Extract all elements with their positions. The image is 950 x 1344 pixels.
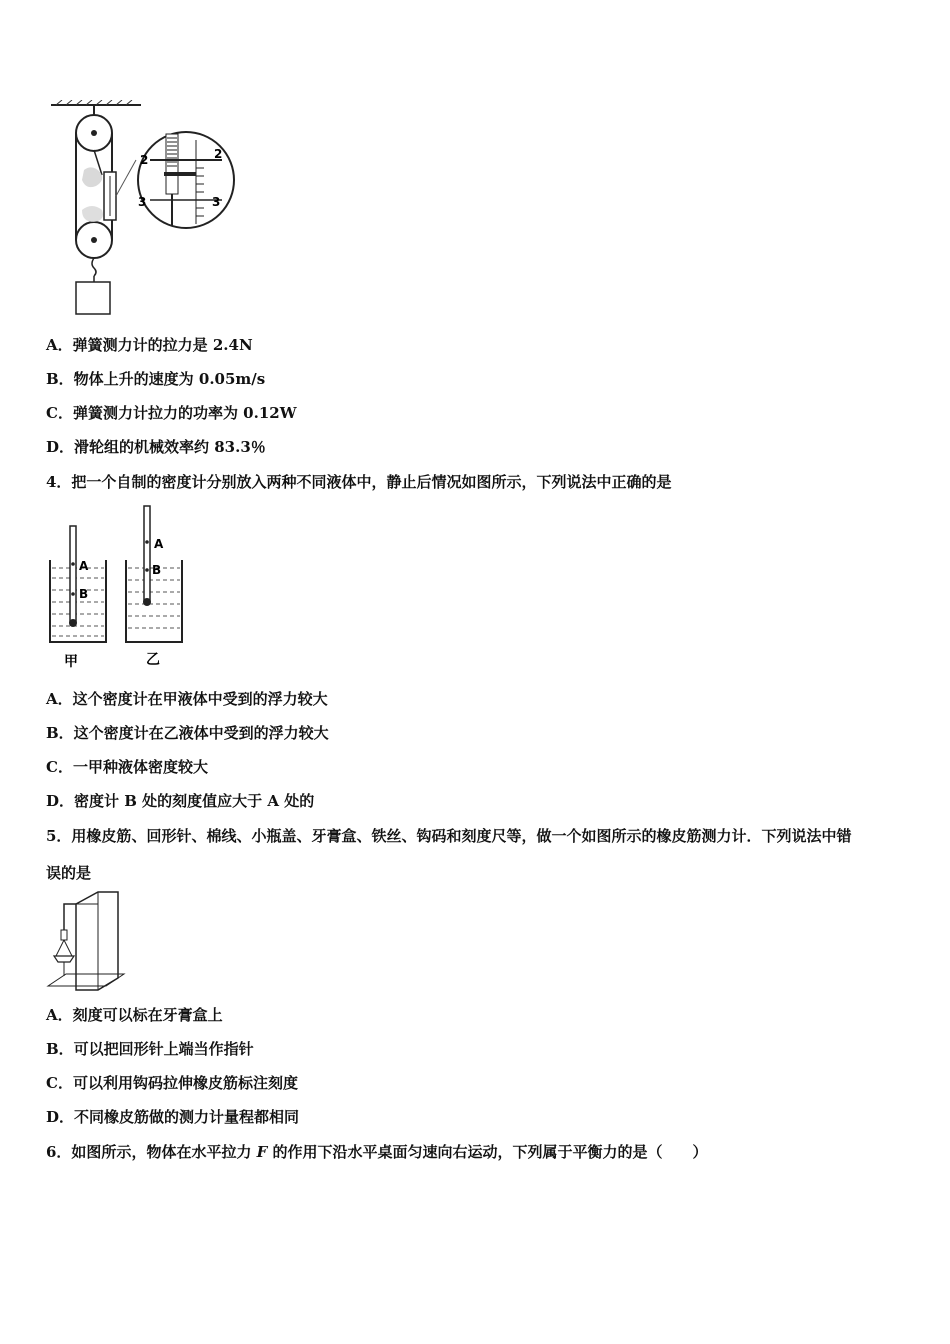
q6-stem xyxy=(46,1142,708,1162)
label-a-right: A xyxy=(154,537,164,551)
q3-option-b: B．物体上升的速度为 0.05m/s xyxy=(46,370,266,388)
q4-option-c: C．一甲种液体密度较大 xyxy=(46,758,208,776)
rubber-band-scale-figure xyxy=(46,890,126,996)
q6-stem-after: 的作用下沿水平桌面匀速向右运动，下列属于平衡力的是（ ） xyxy=(267,1143,708,1161)
q6-stem-before: 6．如图所示，物体在水平拉力 xyxy=(46,1143,257,1161)
caption-yi: 乙 xyxy=(146,652,160,668)
q4-stem: 4．把一个自制的密度计分别放入两种不同液体中，静止后情况如图所示，下列说法中正确的是 xyxy=(46,473,672,491)
label-b-right: B xyxy=(152,563,162,577)
hydrometer-figure xyxy=(46,502,196,672)
q5-option-c: C．可以利用钩码拉伸橡皮筋标注刻度 xyxy=(46,1074,298,1092)
scale-label-right-3: 3 xyxy=(212,195,221,209)
q5-option-b: B．可以把回形针上端当作指针 xyxy=(46,1040,254,1058)
q3-option-a: A．弹簧测力计的拉力是 2.4N xyxy=(46,336,253,354)
q5-stem-line1: 5．用橡皮筋、回形针、棉线、小瓶盖、牙膏盒、铁丝、钩码和刻度尺等，做一个如图所示的橡皮筋测力计．下列说法中错 xyxy=(46,827,852,845)
q5-option-a: A．刻度可以标在牙膏盒上 xyxy=(46,1006,223,1024)
label-b-left: B xyxy=(79,587,89,601)
q3-option-c: C．弹簧测力计拉力的功率为 0.12W xyxy=(46,404,297,422)
caption-jia: 甲 xyxy=(64,654,78,670)
q4-option-b: B．这个密度计在乙液体中受到的浮力较大 xyxy=(46,724,329,742)
scale-label-left-2: 2 xyxy=(140,153,149,167)
q6-stem-var: F xyxy=(256,1143,268,1161)
q5-stem-line2: 误的是 xyxy=(46,864,92,882)
scale-label-right-2: 2 xyxy=(214,147,223,161)
q3-option-d: D．滑轮组的机械效率约 83.3％ xyxy=(46,438,266,456)
pulley-figure xyxy=(46,100,236,320)
q4-option-d: D．密度计 B 处的刻度值应大于 A 处的 xyxy=(46,792,315,810)
scale-label-left-3: 3 xyxy=(138,195,147,209)
q5-option-d: D．不同橡皮筋做的测力计量程都相同 xyxy=(46,1108,300,1126)
label-a-left: A xyxy=(79,559,89,573)
q4-option-a: A．这个密度计在甲液体中受到的浮力较大 xyxy=(46,690,328,708)
